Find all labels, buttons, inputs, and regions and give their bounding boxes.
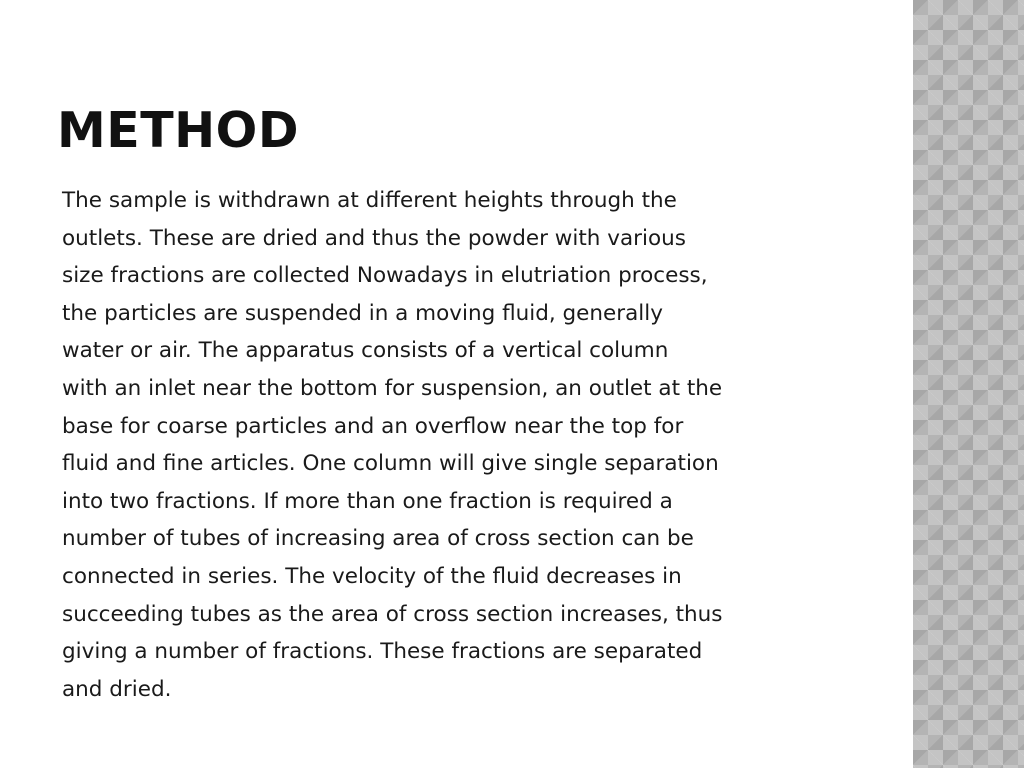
body-line: the particles are suspended in a moving fluid, generally (62, 300, 663, 326)
body-line: connected in series. The velocity of the fluid decreases in (62, 563, 682, 589)
body-line: giving a number of fractions. These fractions are separated (62, 639, 703, 665)
body-line: fluid and fine articles. One column will give single separation (62, 451, 719, 477)
body-line: succeeding tubes as the area of cross section increases, thus (62, 601, 723, 627)
body-line: size fractions are collected Nowadays in elutriation process, (62, 263, 708, 289)
slide-body-text (62, 182, 822, 708)
body-line: and dried. (62, 676, 172, 702)
body-line: The sample is withdrawn at different heights through the (62, 188, 677, 213)
body-line: with an inlet near the bottom for suspension, an outlet at the (62, 375, 723, 401)
body-line: outlets. These are dried and thus the powder with various (62, 225, 686, 251)
body-line: number of tubes of increasing area of cross section can be (62, 526, 694, 552)
decorative-side-panel (913, 0, 1024, 768)
body-line: into two fractions. If more than one fraction is required a (62, 488, 673, 514)
slide-title: METHOD (57, 102, 299, 159)
body-line: base for coarse particles and an overflow near the top for (62, 413, 684, 439)
body-line: water or air. The apparatus consists of a vertical column (62, 338, 669, 364)
